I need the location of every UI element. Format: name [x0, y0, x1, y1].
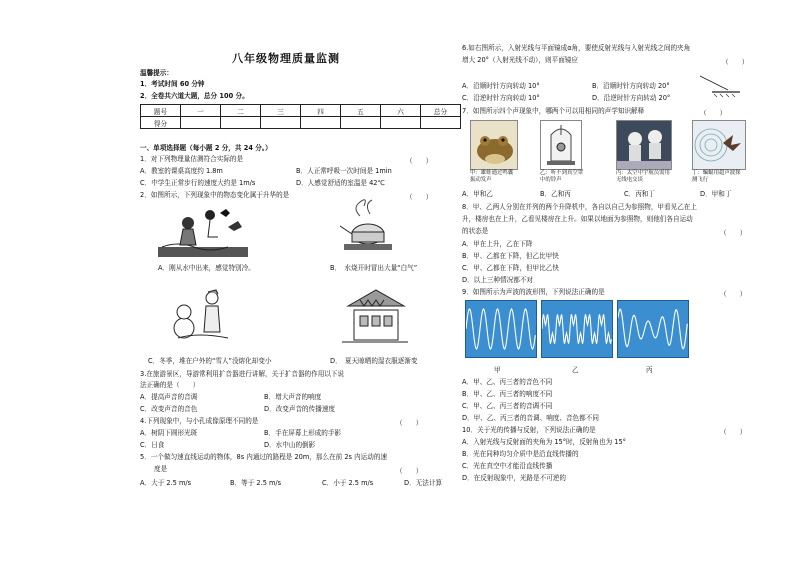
answer-paren[interactable]: （ ）: [720, 290, 747, 298]
q4-option-b: B．手在屏幕上形成的手影: [264, 429, 342, 437]
q5-option-d: D．无法计算: [404, 479, 443, 487]
answer-paren[interactable]: （ ）: [396, 467, 423, 475]
q7-option-c: C．丙和丁: [624, 190, 655, 198]
q9-option-c: C．甲、乙、丙三者的音调不同: [462, 402, 553, 410]
snowman-illustration: [168, 284, 238, 344]
answer-paren[interactable]: （ ）: [406, 193, 433, 201]
q10-option-d: D．在反射现象中，光路是不可逆的: [462, 474, 566, 482]
q5-option-a: A．大于 2.5 m/s: [140, 479, 192, 487]
q2-option-c: C．冬季，堆在户外的“雪人”没熔化却变小: [148, 357, 272, 365]
waveform-label: 甲: [494, 366, 501, 374]
q10-stem: 10．关于光的传播与反射，下列说法正确的是: [462, 426, 596, 434]
q8-stem: 8．甲、乙两人分别在并列的两个升降机中，各自以自己为参照物，甲看见乙在上: [462, 203, 697, 211]
score-cell[interactable]: [261, 117, 301, 129]
score-table-row: [141, 105, 461, 117]
answer-paren[interactable]: （ ）: [396, 419, 423, 427]
page-title: 八年级物理质量监测: [232, 52, 340, 65]
q6-option-b: B．沿顺时针方向转动 20°: [592, 82, 670, 90]
q8-option-c: C．甲、乙都在下降，但甲比乙快: [462, 264, 559, 272]
answer-paren[interactable]: （ ）: [722, 58, 749, 66]
caption-bat: 丁：蝙蝠用超声波探测飞行: [692, 170, 741, 183]
swimmer-illustration: [158, 203, 248, 259]
section-heading: 一、单项选择题（每小题 2 分，共 24 分。）: [140, 144, 272, 152]
q1-option-d: D．人感觉舒适的室温是 42℃: [296, 179, 385, 187]
q2-stem: 2．如图所示，下列现象中的物态变化属于升华的是: [140, 191, 290, 199]
q2-option-b: B． 水烧开时冒出大量“白气”: [330, 264, 418, 272]
q3-stem: 法正确的是（ ）: [140, 381, 200, 389]
q8-option-b: B．甲、乙都在下降，但乙比甲快: [462, 252, 559, 260]
score-table: [140, 104, 461, 129]
q3-option-c: C．改变声音的音色: [140, 405, 198, 413]
tips-heading: 温馨提示：: [140, 69, 173, 77]
score-cell: 三: [261, 105, 301, 117]
score-cell[interactable]: [181, 117, 221, 129]
score-cell[interactable]: [221, 117, 261, 129]
q4-option-c: C．日食: [140, 441, 165, 449]
q2-option-a: A．刚从水中出来，感觉特别冷。: [158, 264, 255, 272]
bat-photo: [692, 120, 746, 170]
score-cell: 一: [181, 105, 221, 117]
q1-option-c: C．中学生正常步行的速度大约是 1m/s: [140, 179, 256, 187]
caption-bell-jar: 乙：听不到真空罩中的铃声: [540, 170, 584, 183]
score-cell: 四: [301, 105, 341, 117]
q5-stem: 度是: [154, 465, 168, 473]
q10-option-c: C．光在真空中才能沿直线传播: [462, 462, 553, 470]
q8-stem: 的状态是: [462, 227, 489, 235]
q1-option-b: B．人正常呼吸一次时间是 1min: [296, 167, 392, 175]
mirror-diagram: [698, 72, 742, 102]
answer-paren[interactable]: （ ）: [720, 428, 747, 436]
q4-option-d: D．水中山的倒影: [264, 441, 316, 449]
q5-option-b: B．等于 2.5 m/s: [230, 479, 282, 487]
waveform-yi: [541, 300, 613, 358]
q4-stem: 4.下列现象中，与小孔成像原理不同的是: [140, 417, 259, 425]
q3-option-a: A．提高声音的音调: [140, 393, 198, 401]
q5-stem: 5．一个做匀速直线运动的物体，8s 内通过的路程是 20m，那么在前 2s 内运动的速: [140, 453, 388, 461]
answer-paren[interactable]: （ ）: [406, 157, 433, 165]
q7-option-d: D．甲和丁: [700, 190, 732, 198]
drying-clothes-illustration: [340, 286, 410, 346]
q10-option-a: A．入射光线与反射面的夹角为 15°时，反射角也为 15°: [462, 438, 626, 446]
q6-option-a: A．沿顺时针方向转动 10°: [462, 82, 540, 90]
answer-paren[interactable]: （ ）: [700, 109, 727, 117]
q6-stem: 增大 20°（入射光线不动），则平面镜应: [462, 56, 578, 64]
caption-frog: 甲：雄蛙通过鸣囊振动发声: [470, 170, 514, 183]
q3-stem: 3.在旅游景区，导游常利用扩音器进行讲解，关于扩音器的作用以下说: [140, 370, 345, 378]
score-cell[interactable]: [381, 117, 421, 129]
q6-stem: 6.如右图所示，入射光线与平面镜成α角，要使反射光线与入射光线之间的夹角: [462, 44, 691, 52]
score-cell: 五: [341, 105, 381, 117]
score-table-row: [141, 117, 461, 129]
score-cell: 总分: [421, 105, 461, 117]
score-cell: 二: [221, 105, 261, 117]
q7-option-b: B．乙和丙: [540, 190, 571, 198]
kettle-illustration: [330, 196, 400, 254]
q4-option-a: A．树阴下圆形光斑: [140, 429, 198, 437]
score-cell[interactable]: [301, 117, 341, 129]
q6-option-d: D．沿逆时针方向转动 20°: [592, 94, 671, 102]
q8-stem: 升，楼房也在上升，乙看见楼房在上升。如果以地面为参照物，则他们各自运动: [462, 215, 693, 223]
score-cell: 得分: [141, 117, 181, 129]
q8-option-d: D．以上三种情况都不对: [462, 276, 534, 284]
q6-option-c: C．沿逆时针方向转动 10°: [462, 94, 540, 102]
q1-stem: 1．对下列物理量估测符合实际的是: [140, 155, 244, 163]
q8-option-a: A．甲在上升，乙在下降: [462, 240, 533, 248]
answer-paren[interactable]: （ ）: [720, 229, 747, 237]
q10-option-b: B．光在同种均匀介质中是沿直线传播的: [462, 450, 579, 458]
score-cell: 题号: [141, 105, 181, 117]
waveform-bing: [617, 300, 689, 358]
q3-option-d: D．改变声音的传播速度: [264, 405, 336, 413]
q7-option-a: A．甲和乙: [462, 190, 493, 198]
waveform-label: 乙: [572, 366, 579, 374]
q5-option-c: C．小于 2.5 m/s: [322, 479, 374, 487]
astronaut-photo: [616, 120, 672, 170]
waveform-label: 丙: [646, 366, 653, 374]
q9-option-a: A．甲、乙、丙三者的音色不同: [462, 378, 553, 386]
q9-stem: 9．如图所示为声波的波形图，下列说法正确的是: [462, 288, 605, 296]
q3-option-b: B．增大声音的响度: [264, 393, 322, 401]
caption-astronaut: 丙：太空中宇航员需用无线电交谈: [616, 170, 670, 183]
bell-jar-photo: [540, 120, 582, 170]
q9-option-d: D．甲、乙、丙三者的音调、响度、音色都不同: [462, 414, 599, 422]
q1-option-a: A．教室的课桌高度约 1.8m: [140, 167, 223, 175]
waveform-jia: [465, 300, 537, 358]
tips-line: 1．考试时间 60 分钟: [140, 80, 205, 88]
score-cell[interactable]: [421, 117, 461, 129]
q7-stem: 7．如图所示四个声现象中，哪两个可以用相同的声学知识解释: [462, 107, 645, 115]
score-cell: 六: [381, 105, 421, 117]
score-cell[interactable]: [341, 117, 381, 129]
q2-option-d: D． 夏天晾晒的湿衣服逐渐变: [330, 357, 418, 365]
frog-photo: [470, 120, 518, 170]
q9-option-b: B．甲、乙、丙三者的响度不同: [462, 390, 553, 398]
tips-line: 2．全卷共六道大题，总分 100 分。: [140, 92, 249, 100]
